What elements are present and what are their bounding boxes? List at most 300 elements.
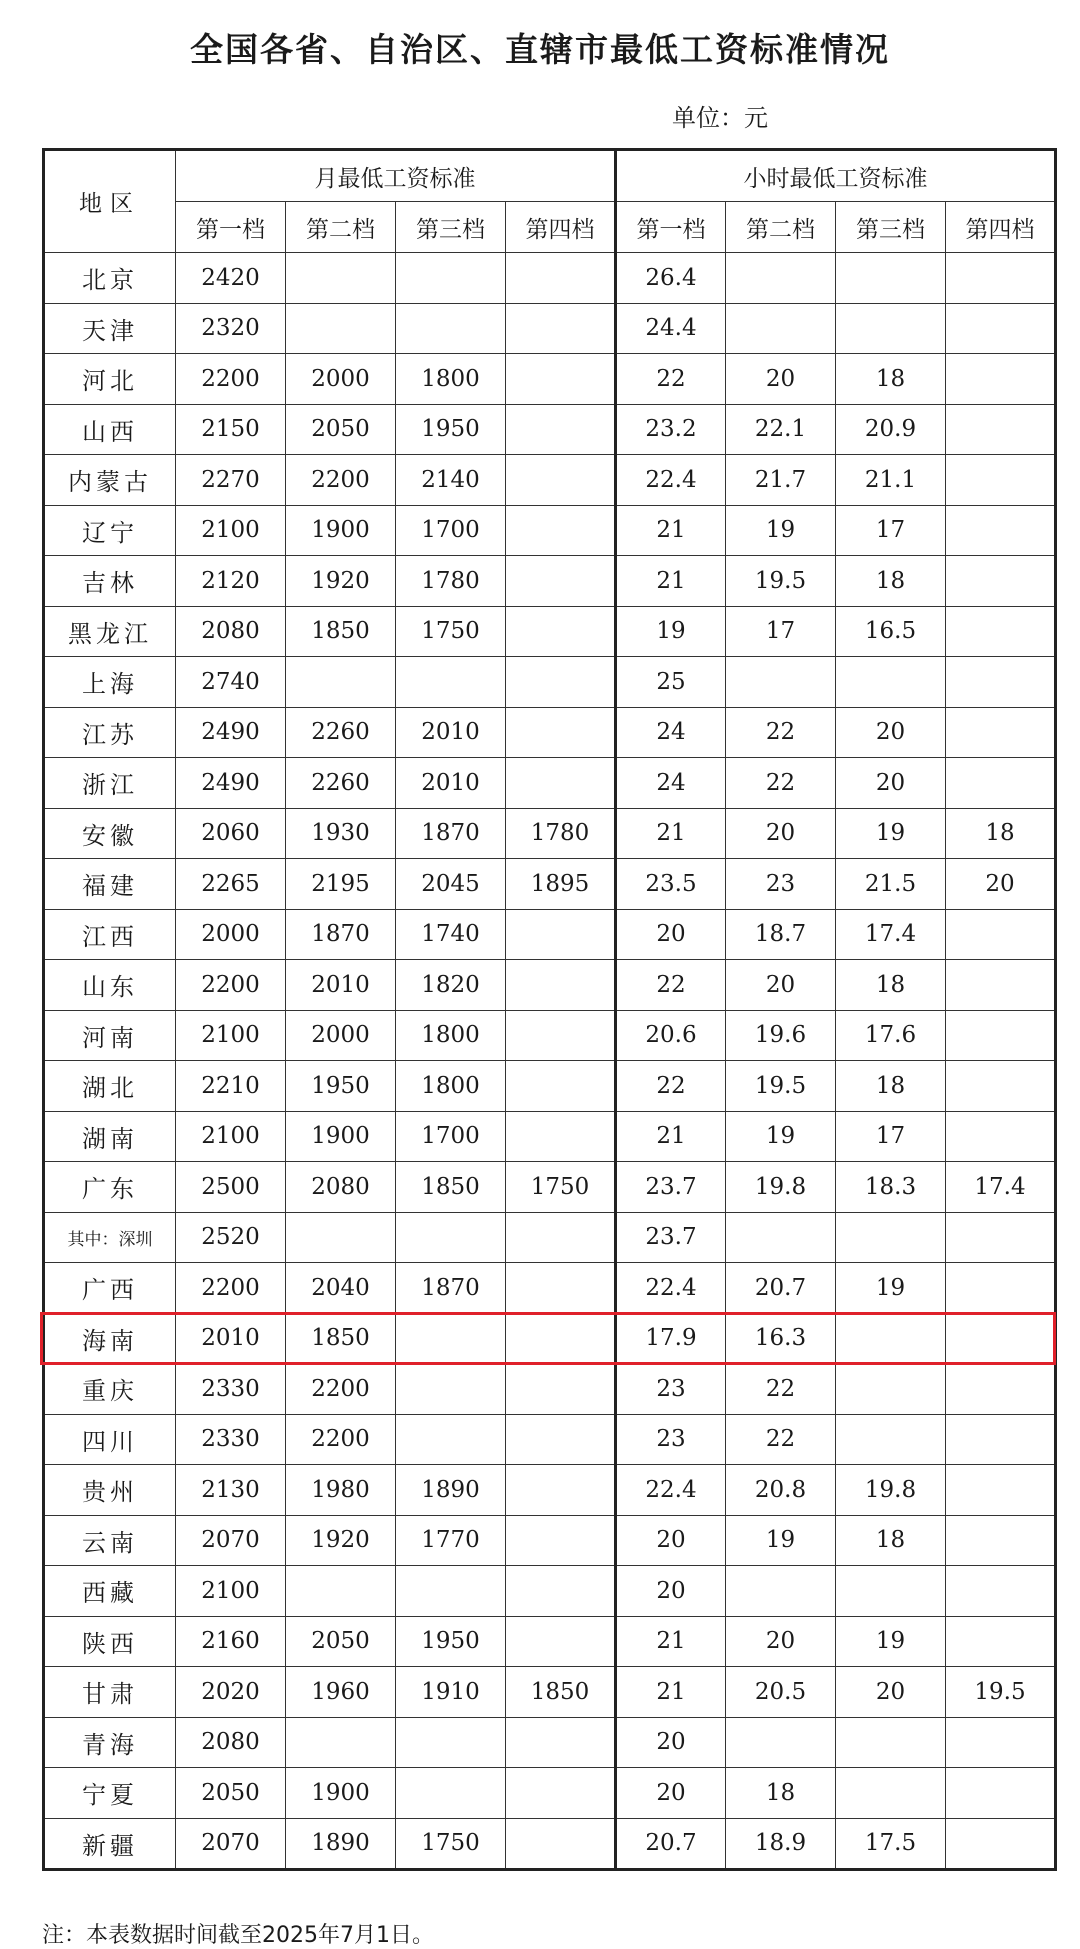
hourly-tier-3-cell: 18 <box>836 960 946 1011</box>
monthly-tier-2-cell <box>286 1717 396 1768</box>
monthly-tier-3-cell: 2010 <box>396 758 506 809</box>
monthly-tier-1-cell: 2000 <box>176 909 286 960</box>
table-row <box>44 1465 1056 1516</box>
hourly-tier-1-cell: 24 <box>616 707 726 758</box>
hourly-tier-2-cell: 23 <box>726 859 836 910</box>
hourly-tier-4-cell <box>946 1465 1056 1516</box>
region-cell: 浙江 <box>44 758 176 809</box>
monthly-tier-3-cell <box>396 253 506 304</box>
hourly-tier-2-cell <box>726 1717 836 1768</box>
monthly-tier-4-cell <box>506 758 616 809</box>
hourly-tier-2-cell: 19.5 <box>726 556 836 607</box>
hourly-tier-4-cell <box>946 1566 1056 1617</box>
monthly-tier-3-cell: 2045 <box>396 859 506 910</box>
monthly-tier-3-cell: 1890 <box>396 1465 506 1516</box>
hourly-header: 小时最低工资标准 <box>616 150 1056 202</box>
region-cell: 福建 <box>44 859 176 910</box>
monthly-tier-2-cell: 2200 <box>286 1414 396 1465</box>
region-cell: 黑龙江 <box>44 606 176 657</box>
table-row <box>44 859 1056 910</box>
hourly-tier-2-cell: 22.1 <box>726 404 836 455</box>
monthly-tier-1-cell: 2210 <box>176 1061 286 1112</box>
monthly-tier-1-cell: 2490 <box>176 758 286 809</box>
hourly-tier-2-cell: 19.8 <box>726 1162 836 1213</box>
monthly-tier-3-cell: 1820 <box>396 960 506 1011</box>
monthly-tier-4-cell: 1850 <box>506 1667 616 1718</box>
region-cell: 吉林 <box>44 556 176 607</box>
monthly-tier-1-cell: 2490 <box>176 707 286 758</box>
hourly-tier-3-cell: 21.5 <box>836 859 946 910</box>
hourly-tier-3-cell: 17.4 <box>836 909 946 960</box>
hourly-tier-2-cell: 20.7 <box>726 1263 836 1314</box>
region-cell: 重庆 <box>44 1364 176 1415</box>
hourly-tier-1-cell: 23.7 <box>616 1212 726 1263</box>
table-row <box>44 1616 1056 1667</box>
monthly-tier-3-cell: 1800 <box>396 1010 506 1061</box>
region-cell: 甘肃 <box>44 1667 176 1718</box>
hourly-tier-2-header: 第二档 <box>726 202 836 253</box>
monthly-tier-1-cell: 2100 <box>176 1010 286 1061</box>
region-cell: 四川 <box>44 1414 176 1465</box>
hourly-tier-2-cell: 20 <box>726 354 836 405</box>
region-cell: 天津 <box>44 303 176 354</box>
monthly-tier-2-cell: 2080 <box>286 1162 396 1213</box>
table-row <box>44 1111 1056 1162</box>
table-row <box>44 1010 1056 1061</box>
table-row <box>44 505 1056 556</box>
table-row <box>44 1212 1056 1263</box>
hourly-tier-1-cell: 20 <box>616 909 726 960</box>
monthly-tier-1-cell: 2070 <box>176 1818 286 1870</box>
monthly-tier-3-cell <box>396 1768 506 1819</box>
hourly-tier-4-cell <box>946 505 1056 556</box>
monthly-tier-1-cell: 2080 <box>176 606 286 657</box>
region-cell: 云南 <box>44 1515 176 1566</box>
hourly-tier-2-cell: 19 <box>726 505 836 556</box>
hourly-tier-2-cell: 21.7 <box>726 455 836 506</box>
monthly-tier-4-cell <box>506 909 616 960</box>
hourly-tier-1-cell: 26.4 <box>616 253 726 304</box>
hourly-tier-1-cell: 23.2 <box>616 404 726 455</box>
monthly-tier-2-cell: 1900 <box>286 1768 396 1819</box>
region-cell: 海南 <box>44 1313 176 1364</box>
table-row <box>44 1515 1056 1566</box>
footnote: 注：本表数据时间截至2025年7月1日。 <box>42 1923 434 1948</box>
hourly-tier-4-cell: 18 <box>946 808 1056 859</box>
hourly-tier-3-cell: 17.6 <box>836 1010 946 1061</box>
table-row <box>44 707 1056 758</box>
monthly-tier-4-cell <box>506 253 616 304</box>
monthly-tier-4-cell <box>506 354 616 405</box>
region-cell: 湖北 <box>44 1061 176 1112</box>
hourly-tier-4-cell <box>946 960 1056 1011</box>
monthly-tier-1-cell: 2740 <box>176 657 286 708</box>
monthly-tier-4-cell: 1895 <box>506 859 616 910</box>
monthly-tier-2-cell: 1890 <box>286 1818 396 1870</box>
monthly-tier-4-cell <box>506 1364 616 1415</box>
table-row <box>44 1667 1056 1718</box>
hourly-tier-2-cell <box>726 303 836 354</box>
hourly-tier-1-cell: 21 <box>616 808 726 859</box>
hourly-tier-1-cell: 17.9 <box>616 1313 726 1364</box>
hourly-tier-2-cell <box>726 1566 836 1617</box>
hourly-tier-4-cell <box>946 556 1056 607</box>
table-row <box>44 960 1056 1011</box>
hourly-tier-3-cell: 20 <box>836 1667 946 1718</box>
monthly-tier-4-cell <box>506 1212 616 1263</box>
hourly-tier-3-cell: 19 <box>836 1263 946 1314</box>
hourly-tier-4-cell <box>946 1111 1056 1162</box>
hourly-tier-4-cell <box>946 404 1056 455</box>
hourly-tier-3-cell <box>836 303 946 354</box>
monthly-tier-2-cell: 1850 <box>286 606 396 657</box>
hourly-tier-3-cell: 18 <box>836 354 946 405</box>
monthly-tier-4-cell <box>506 1717 616 1768</box>
monthly-tier-1-header: 第一档 <box>176 202 286 253</box>
monthly-tier-2-cell: 2040 <box>286 1263 396 1314</box>
hourly-tier-3-cell <box>836 1717 946 1768</box>
hourly-tier-2-cell: 19.6 <box>726 1010 836 1061</box>
monthly-header: 月最低工资标准 <box>176 150 616 202</box>
hourly-tier-2-cell: 22 <box>726 1414 836 1465</box>
monthly-tier-4-cell <box>506 606 616 657</box>
table-row <box>44 909 1056 960</box>
hourly-tier-4-cell: 17.4 <box>946 1162 1056 1213</box>
hourly-tier-3-cell <box>836 1566 946 1617</box>
hourly-tier-4-cell <box>946 1061 1056 1112</box>
monthly-tier-1-cell: 2330 <box>176 1414 286 1465</box>
table-row <box>44 1717 1056 1768</box>
monthly-tier-2-cell: 1980 <box>286 1465 396 1516</box>
hourly-tier-4-cell <box>946 657 1056 708</box>
hourly-tier-1-cell: 23.5 <box>616 859 726 910</box>
region-cell: 青海 <box>44 1717 176 1768</box>
hourly-tier-1-cell: 23 <box>616 1414 726 1465</box>
monthly-tier-4-cell: 1780 <box>506 808 616 859</box>
monthly-tier-3-cell: 1910 <box>396 1667 506 1718</box>
monthly-tier-4-header: 第四档 <box>506 202 616 253</box>
monthly-tier-4-cell <box>506 1465 616 1516</box>
monthly-tier-3-cell: 1750 <box>396 1818 506 1870</box>
monthly-tier-4-cell <box>506 707 616 758</box>
hourly-tier-4-cell <box>946 253 1056 304</box>
monthly-tier-3-cell <box>396 1414 506 1465</box>
table-row <box>44 1414 1056 1465</box>
hourly-tier-2-cell: 17 <box>726 606 836 657</box>
region-cell: 河北 <box>44 354 176 405</box>
region-cell: 湖南 <box>44 1111 176 1162</box>
monthly-tier-1-cell: 2010 <box>176 1313 286 1364</box>
hourly-tier-3-cell <box>836 1414 946 1465</box>
region-cell: 北京 <box>44 253 176 304</box>
table-row <box>44 253 1056 304</box>
monthly-tier-3-cell: 1870 <box>396 808 506 859</box>
monthly-tier-2-header: 第二档 <box>286 202 396 253</box>
hourly-tier-2-cell: 18.9 <box>726 1818 836 1870</box>
hourly-tier-3-cell: 16.5 <box>836 606 946 657</box>
monthly-tier-3-cell: 1950 <box>396 1616 506 1667</box>
table-row <box>44 1313 1056 1364</box>
hourly-tier-3-cell: 20 <box>836 707 946 758</box>
hourly-tier-4-cell <box>946 1313 1056 1364</box>
monthly-tier-1-cell: 2200 <box>176 354 286 405</box>
region-cell: 陕西 <box>44 1616 176 1667</box>
hourly-tier-2-cell: 22 <box>726 707 836 758</box>
hourly-tier-2-cell <box>726 657 836 708</box>
region-cell: 河南 <box>44 1010 176 1061</box>
monthly-tier-4-cell <box>506 657 616 708</box>
hourly-tier-2-cell: 20 <box>726 1616 836 1667</box>
hourly-tier-1-cell: 21 <box>616 1667 726 1718</box>
monthly-tier-2-cell: 2260 <box>286 758 396 809</box>
monthly-tier-2-cell: 2050 <box>286 404 396 455</box>
hourly-tier-3-header: 第三档 <box>836 202 946 253</box>
table-row <box>44 758 1056 809</box>
monthly-tier-1-cell: 2070 <box>176 1515 286 1566</box>
table-row <box>44 1364 1056 1415</box>
hourly-tier-2-cell: 19 <box>726 1515 836 1566</box>
hourly-tier-3-cell: 19 <box>836 808 946 859</box>
hourly-tier-1-cell: 20.6 <box>616 1010 726 1061</box>
hourly-tier-4-cell <box>946 1212 1056 1263</box>
monthly-tier-2-cell: 1900 <box>286 1111 396 1162</box>
hourly-tier-3-cell: 17 <box>836 505 946 556</box>
monthly-tier-3-cell <box>396 657 506 708</box>
table-row <box>44 404 1056 455</box>
monthly-tier-2-cell <box>286 253 396 304</box>
hourly-tier-2-cell: 22 <box>726 758 836 809</box>
monthly-tier-2-cell: 2000 <box>286 1010 396 1061</box>
monthly-tier-3-cell <box>396 303 506 354</box>
hourly-tier-2-cell: 16.3 <box>726 1313 836 1364</box>
monthly-tier-3-cell <box>396 1212 506 1263</box>
monthly-tier-1-cell: 2100 <box>176 505 286 556</box>
hourly-tier-4-cell <box>946 1818 1056 1870</box>
region-cell: 山东 <box>44 960 176 1011</box>
monthly-tier-1-cell: 2270 <box>176 455 286 506</box>
table-row <box>44 556 1056 607</box>
hourly-tier-4-cell <box>946 1768 1056 1819</box>
region-cell: 安徽 <box>44 808 176 859</box>
monthly-tier-3-cell: 1770 <box>396 1515 506 1566</box>
region-cell: 江苏 <box>44 707 176 758</box>
monthly-tier-2-cell: 2195 <box>286 859 396 910</box>
hourly-tier-3-cell: 20.9 <box>836 404 946 455</box>
hourly-tier-2-cell: 19.5 <box>726 1061 836 1112</box>
region-cell: 广西 <box>44 1263 176 1314</box>
hourly-tier-4-cell <box>946 909 1056 960</box>
hourly-tier-3-cell: 19 <box>836 1616 946 1667</box>
table-row <box>44 1768 1056 1819</box>
monthly-tier-1-cell: 2060 <box>176 808 286 859</box>
monthly-tier-4-cell <box>506 1616 616 1667</box>
monthly-tier-3-cell: 1850 <box>396 1162 506 1213</box>
hourly-tier-1-cell: 25 <box>616 657 726 708</box>
hourly-tier-4-cell <box>946 1717 1056 1768</box>
hourly-tier-3-cell: 18.3 <box>836 1162 946 1213</box>
monthly-tier-2-cell <box>286 303 396 354</box>
monthly-tier-3-cell: 1950 <box>396 404 506 455</box>
hourly-tier-4-header: 第四档 <box>946 202 1056 253</box>
monthly-tier-2-cell: 2200 <box>286 455 396 506</box>
monthly-tier-2-cell <box>286 1566 396 1617</box>
monthly-tier-1-cell: 2150 <box>176 404 286 455</box>
hourly-tier-3-cell: 20 <box>836 758 946 809</box>
hourly-tier-3-cell: 17.5 <box>836 1818 946 1870</box>
table-row <box>44 1818 1056 1870</box>
hourly-tier-1-cell: 23 <box>616 1364 726 1415</box>
hourly-tier-4-cell <box>946 1616 1056 1667</box>
hourly-tier-1-cell: 24 <box>616 758 726 809</box>
monthly-tier-4-cell <box>506 556 616 607</box>
hourly-tier-1-cell: 21 <box>616 505 726 556</box>
monthly-tier-1-cell: 2520 <box>176 1212 286 1263</box>
table-row <box>44 303 1056 354</box>
monthly-tier-3-cell: 1700 <box>396 505 506 556</box>
monthly-tier-1-cell: 2200 <box>176 1263 286 1314</box>
region-cell: 辽宁 <box>44 505 176 556</box>
hourly-tier-1-cell: 20 <box>616 1566 726 1617</box>
hourly-tier-4-cell <box>946 758 1056 809</box>
monthly-tier-4-cell <box>506 303 616 354</box>
table-row <box>44 354 1056 405</box>
monthly-tier-4-cell <box>506 1061 616 1112</box>
monthly-tier-4-cell <box>506 404 616 455</box>
page-title: 全国各省、自治区、直辖市最低工资标准情况 <box>190 30 890 69</box>
monthly-tier-3-cell: 1800 <box>396 1061 506 1112</box>
hourly-tier-4-cell: 20 <box>946 859 1056 910</box>
unit-label: 单位：元 <box>672 104 768 132</box>
monthly-tier-3-cell: 1700 <box>396 1111 506 1162</box>
hourly-tier-4-cell <box>946 354 1056 405</box>
monthly-tier-4-cell <box>506 505 616 556</box>
region-cell: 江西 <box>44 909 176 960</box>
table-row <box>44 808 1056 859</box>
region-header: 地区 <box>44 150 176 253</box>
monthly-tier-1-cell: 2020 <box>176 1667 286 1718</box>
hourly-tier-3-cell <box>836 1212 946 1263</box>
monthly-tier-2-cell: 1950 <box>286 1061 396 1112</box>
hourly-tier-3-cell: 19.8 <box>836 1465 946 1516</box>
region-cell: 内蒙古 <box>44 455 176 506</box>
monthly-tier-3-cell: 1800 <box>396 354 506 405</box>
hourly-tier-1-cell: 20 <box>616 1515 726 1566</box>
monthly-tier-2-cell: 1900 <box>286 505 396 556</box>
monthly-tier-1-cell: 2320 <box>176 303 286 354</box>
hourly-tier-1-cell: 21 <box>616 556 726 607</box>
monthly-tier-1-cell: 2330 <box>176 1364 286 1415</box>
hourly-tier-2-cell: 20.5 <box>726 1667 836 1718</box>
monthly-tier-1-cell: 2130 <box>176 1465 286 1516</box>
hourly-tier-1-cell: 24.4 <box>616 303 726 354</box>
hourly-tier-2-cell: 20.8 <box>726 1465 836 1516</box>
monthly-tier-3-cell: 1750 <box>396 606 506 657</box>
hourly-tier-1-cell: 20 <box>616 1768 726 1819</box>
hourly-tier-1-cell: 20 <box>616 1717 726 1768</box>
monthly-tier-4-cell <box>506 1111 616 1162</box>
monthly-tier-2-cell: 2260 <box>286 707 396 758</box>
monthly-tier-2-cell: 2200 <box>286 1364 396 1415</box>
monthly-tier-3-cell <box>396 1717 506 1768</box>
hourly-tier-3-cell <box>836 1313 946 1364</box>
region-cell: 新疆 <box>44 1818 176 1870</box>
monthly-tier-3-cell <box>396 1364 506 1415</box>
hourly-tier-1-cell: 21 <box>616 1616 726 1667</box>
monthly-tier-4-cell <box>506 1313 616 1364</box>
hourly-tier-1-cell: 22 <box>616 960 726 1011</box>
hourly-tier-1-cell: 22 <box>616 1061 726 1112</box>
hourly-tier-2-cell: 19 <box>726 1111 836 1162</box>
minimum-wage-table <box>42 148 1057 1871</box>
table-row <box>44 1162 1056 1213</box>
monthly-tier-2-cell: 1960 <box>286 1667 396 1718</box>
hourly-tier-2-cell <box>726 253 836 304</box>
hourly-tier-2-cell <box>726 1212 836 1263</box>
hourly-tier-1-cell: 22 <box>616 354 726 405</box>
hourly-tier-2-cell: 20 <box>726 960 836 1011</box>
monthly-tier-2-cell <box>286 1212 396 1263</box>
hourly-tier-3-cell: 18 <box>836 556 946 607</box>
monthly-tier-1-cell: 2100 <box>176 1111 286 1162</box>
monthly-tier-2-cell: 2010 <box>286 960 396 1011</box>
region-cell: 广东 <box>44 1162 176 1213</box>
hourly-tier-4-cell <box>946 1515 1056 1566</box>
region-cell: 山西 <box>44 404 176 455</box>
hourly-tier-1-cell: 19 <box>616 606 726 657</box>
hourly-tier-4-cell <box>946 707 1056 758</box>
monthly-tier-4-cell <box>506 1010 616 1061</box>
monthly-tier-3-cell <box>396 1313 506 1364</box>
region-cell: 宁夏 <box>44 1768 176 1819</box>
hourly-tier-4-cell <box>946 1263 1056 1314</box>
monthly-tier-1-cell: 2080 <box>176 1717 286 1768</box>
monthly-tier-2-cell: 1920 <box>286 556 396 607</box>
monthly-tier-4-cell <box>506 1566 616 1617</box>
hourly-tier-4-cell <box>946 606 1056 657</box>
monthly-tier-2-cell: 2050 <box>286 1616 396 1667</box>
hourly-tier-1-cell: 20.7 <box>616 1818 726 1870</box>
monthly-tier-1-cell: 2050 <box>176 1768 286 1819</box>
hourly-tier-1-cell: 23.7 <box>616 1162 726 1213</box>
monthly-tier-3-header: 第三档 <box>396 202 506 253</box>
monthly-tier-4-cell <box>506 1818 616 1870</box>
monthly-tier-2-cell: 1930 <box>286 808 396 859</box>
monthly-tier-2-cell: 2000 <box>286 354 396 405</box>
hourly-tier-4-cell: 19.5 <box>946 1667 1056 1718</box>
hourly-tier-3-cell: 21.1 <box>836 455 946 506</box>
table-row <box>44 606 1056 657</box>
hourly-tier-4-cell <box>946 303 1056 354</box>
region-cell: 其中：深圳 <box>44 1212 176 1263</box>
monthly-tier-1-cell: 2500 <box>176 1162 286 1213</box>
region-cell: 上海 <box>44 657 176 708</box>
monthly-tier-4-cell <box>506 960 616 1011</box>
monthly-tier-3-cell: 1870 <box>396 1263 506 1314</box>
table-row <box>44 1566 1056 1617</box>
monthly-tier-1-cell: 2120 <box>176 556 286 607</box>
hourly-tier-2-cell: 18 <box>726 1768 836 1819</box>
hourly-tier-4-cell <box>946 455 1056 506</box>
hourly-tier-1-cell: 22.4 <box>616 455 726 506</box>
monthly-tier-4-cell <box>506 1414 616 1465</box>
monthly-tier-1-cell: 2265 <box>176 859 286 910</box>
monthly-tier-3-cell: 1780 <box>396 556 506 607</box>
hourly-tier-4-cell <box>946 1414 1056 1465</box>
monthly-tier-3-cell: 1740 <box>396 909 506 960</box>
monthly-tier-2-cell <box>286 657 396 708</box>
monthly-tier-4-cell <box>506 1768 616 1819</box>
hourly-tier-1-cell: 22.4 <box>616 1465 726 1516</box>
